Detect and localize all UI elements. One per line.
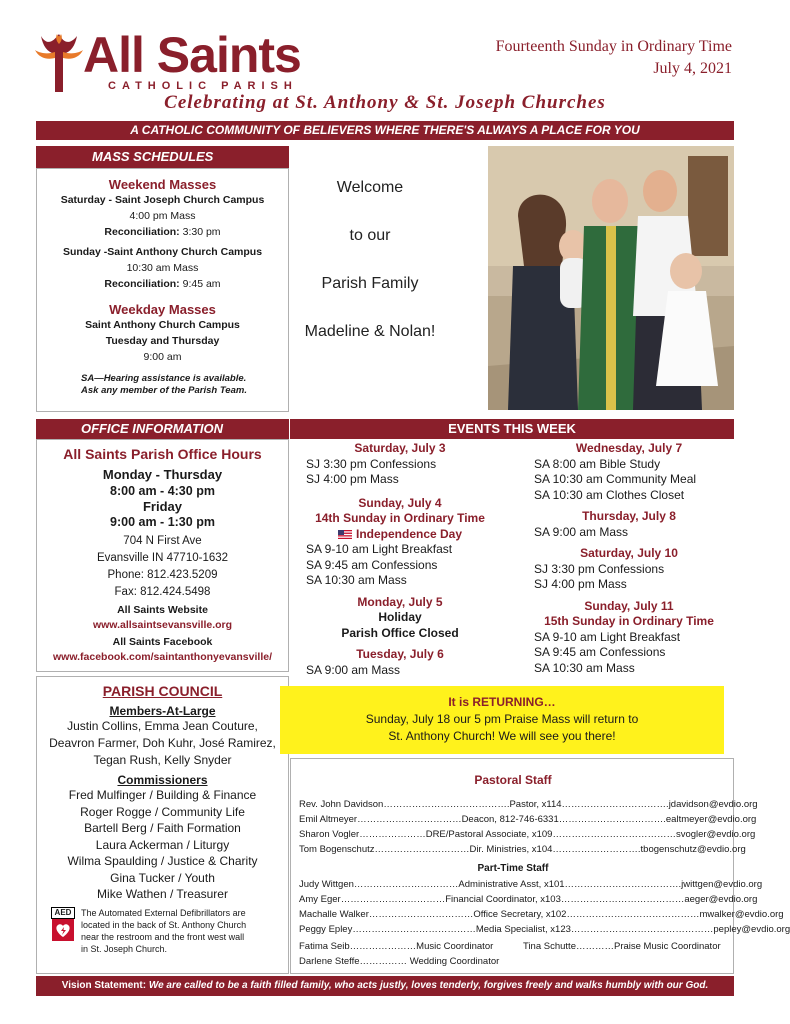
event-item-holiday: Holiday [378,610,422,624]
weekday-campus: Saint Anthony Church Campus [85,319,240,331]
event-day-mon-july-5: Monday, July 5 [357,594,443,609]
event-item: SA 9:45 am Confessions [306,557,438,572]
bulletin-date: July 4, 2021 [653,60,732,77]
us-flag-icon [338,530,352,539]
event-day-thu-july-8: Thursday, July 8 [582,509,676,523]
weekend-masses-title: Weekend Masses [108,177,217,192]
hearing-assistance-note-2: Ask any member of the Parish Team. [81,385,247,396]
event-item: SJ 4:00 pm Mass [306,472,399,486]
event-item: SA 10:30 am Clothes Closet [534,487,685,502]
aed-text-2: located in the back of St. Anthony Church [81,919,247,930]
facebook-label: All Saints Facebook [112,636,213,648]
logo-cross-icon [33,32,85,94]
sunday-campus: Sunday -Saint Anthony Church Campus [62,246,263,258]
staff-row: Peggy Epley…………………………………Media Specialist, x123………………………………………pepley@evdio.org [299,924,790,935]
event-item: SA 9-10 am Light Breakfast [306,542,453,556]
sunday-reconciliation: Reconciliation: 9:45 am [104,278,221,290]
event-item: SJ 3:30 pm Confessions [534,561,665,576]
members-line-2: Deavron Farmer, Doh Kuhr, José Ramirez, [49,736,276,750]
event-day-tue-july-6: Tuesday, July 6 [356,647,444,661]
vision-text: We are called to be a faith filled family, who acts justly, loves tenderly, forgives freely and walks humbly with our God. [148,980,709,991]
returning-line-3: St. Anthony Church! We will see you there! [388,729,616,743]
saturday-reconciliation: Reconciliation: 3:30 pm [104,226,221,238]
saturday-mass-time: 4:00 pm Mass [129,210,196,222]
staff-row: Tom Bogenschutz…………………………Dir. Ministries, x104……………………….tbogenschutz@evdio.org [299,844,746,855]
event-item: SJ 4:00 pm Mass [534,577,627,591]
event-item: SA 9:00 am Mass [534,524,629,539]
welcome-line-2: to our [349,227,391,244]
part-time-heading: Part-Time Staff [477,863,549,874]
logo-title: All Saints [83,27,301,83]
celebrating-heading: Celebrating at St. Anthony & St. Joseph Churches [164,92,606,113]
commissioner: Bartell Berg / Faith Formation [84,821,241,835]
liturgical-day: Fourteenth Sunday in Ordinary Time [495,38,732,55]
weekday-masses-title: Weekday Masses [109,302,216,317]
commissioner: Fred Mulfinger / Building & Finance [68,788,257,802]
facebook-link[interactable]: www.facebook.com/saintanthonyevansville/ [52,651,272,663]
sunday-mass-time: 10:30 am Mass [126,262,199,274]
members-line-1: Justin Collins, Emma Jean Couture, [67,719,258,733]
event-day-sat-july-10: Saturday, July 10 [580,546,678,560]
event-item: SJ 3:30 pm Confessions [306,456,437,471]
staff-row: Fatima Seib…………………Music Coordinator [299,941,494,952]
aed-text-4: in St. Joseph Church. [81,943,168,954]
office-hours-1: 8:00 am - 4:30 pm [110,484,215,498]
staff-row: Judy Wittgen……………………………Administrative Asst, x101……………………………….jwittgen@evdio.org [299,879,763,890]
vision-statement [36,976,734,996]
mass-schedules-box [36,168,289,412]
welcome-message [290,168,450,360]
tagline-band: A CATHOLIC COMMUNITY OF BELIEVERS WHERE THERE'S ALWAYS A PLACE FOR YOU [36,121,734,140]
office-hours-title: All Saints Parish Office Hours [63,446,262,462]
events-column-left [306,441,494,678]
event-subtitle: 15th Sunday in Ordinary Time [544,614,714,628]
office-fax: Fax: 812.424.5498 [114,586,211,598]
welcome-line-3: Parish Family [321,275,419,292]
office-information-box [36,439,289,672]
event-item: SA 10:30 am Mass [306,573,407,587]
family-photo [488,146,734,410]
event-item: SA 9:45 am Confessions [534,645,666,659]
logo-subtitle: CATHOLIC PARISH [108,80,298,92]
commissioner: Mike Wathen / Treasurer [97,887,228,901]
staff-row: Tina Schutte…………Praise Music Coordinator [523,941,721,952]
event-item: SA 9-10 am Light Breakfast [534,629,681,644]
aed-text-3: near the restroom and the front west wall [81,931,245,942]
parish-council-heading: PARISH COUNCIL [102,683,223,699]
commissioner: Roger Rogge / Community Life [80,804,245,819]
returning-announcement [280,686,724,754]
aed-icon: AED [51,907,75,955]
event-day-wed-july-7: Wednesday, July 7 [575,441,683,455]
staff-row: Machalle Walker……………………………Office Secretary, x102……………………………………mwalker@evdio.org [299,909,784,920]
commissioner: Laura Ackerman / Liturgy [95,837,230,852]
welcome-line-1: Welcome [336,179,404,196]
office-information-heading: OFFICE INFORMATION [36,419,289,439]
office-hours-2: 9:00 am - 1:30 pm [110,515,215,529]
event-day-sun-july-4: Sunday, July 4 [358,495,442,510]
staff-row: Rev. John Davidson………………………………….Pastor, x114…………………………….jdavidson@evdio.org [299,799,758,810]
event-subtitle-independence: Independence Day [306,527,494,543]
weekday-time: 9:00 am [143,351,182,363]
event-item: SA 10:30 am Community Meal [534,472,697,486]
event-item: SA 9:00 am Mass [306,662,401,677]
members-line-3: Tegan Rush, Kelly Snyder [93,753,232,767]
event-item: SA 10:30 am Mass [534,660,635,675]
events-column-right [534,441,724,676]
event-item: SA 8:00 am Bible Study [534,456,661,471]
hearing-assistance-note: SA—Hearing assistance is available. [81,373,247,384]
commissioners-title: Commissioners [117,773,208,787]
office-phone: Phone: 812.423.5209 [107,569,218,581]
saturday-campus: Saturday - Saint Joseph Church Campus [60,194,265,206]
parish-council-box [36,676,289,974]
event-item-office-closed: Parish Office Closed [341,625,459,640]
office-days-1: Monday - Thursday [102,467,223,482]
commissioner: Gina Tucker / Youth [110,870,215,885]
staff-row: Sharon Vogler…………………DRE/Pastoral Associate, x109…………………………………svogler@evdio.org [299,829,756,840]
returning-line-2: Sunday, July 18 our 5 pm Praise Mass will return to [365,712,639,726]
commissioner: Wilma Spaulding / Justice & Charity [67,854,258,868]
office-address-2: Evansville IN 47710-1632 [96,552,229,564]
staff-row: Amy Eger……………………………Financial Coordinator, x103…………………………………aeger@evdio.org [299,894,758,905]
office-days-2: Friday [142,499,182,514]
vision-label: Vision Statement: [61,980,147,991]
pastoral-staff-heading: Pastoral Staff [474,773,552,787]
event-day-sun-july-11: Sunday, July 11 [584,598,674,613]
office-address-1: 704 N First Ave [123,535,202,547]
welcome-line-4: Madeline & Nolan! [304,323,436,340]
aed-notice [51,907,288,955]
event-subtitle: 14th Sunday in Ordinary Time [315,511,485,525]
mass-schedules-heading: MASS SCHEDULES [36,146,289,168]
pastoral-staff-box [290,758,790,974]
event-day-sat-july-3: Saturday, July 3 [354,441,446,455]
staff-row: Darlene Steffe…………… Wedding Coordinator [299,956,500,967]
aed-text-1: The Automated External Defibrillators are [81,907,246,918]
weekday-days: Tuesday and Thursday [105,335,220,347]
website-label: All Saints Website [117,604,208,616]
members-title: Members-At-Large [109,704,216,718]
website-link[interactable]: www.allsaintsevansville.org [92,619,233,631]
returning-title: It is RETURNING… [448,695,556,709]
events-heading: EVENTS THIS WEEK [290,419,734,439]
staff-row: Emil Altmeyer……………………………Deacon, 812-746-6331…………………………….ealtmeyer@evdio.org [299,814,757,825]
